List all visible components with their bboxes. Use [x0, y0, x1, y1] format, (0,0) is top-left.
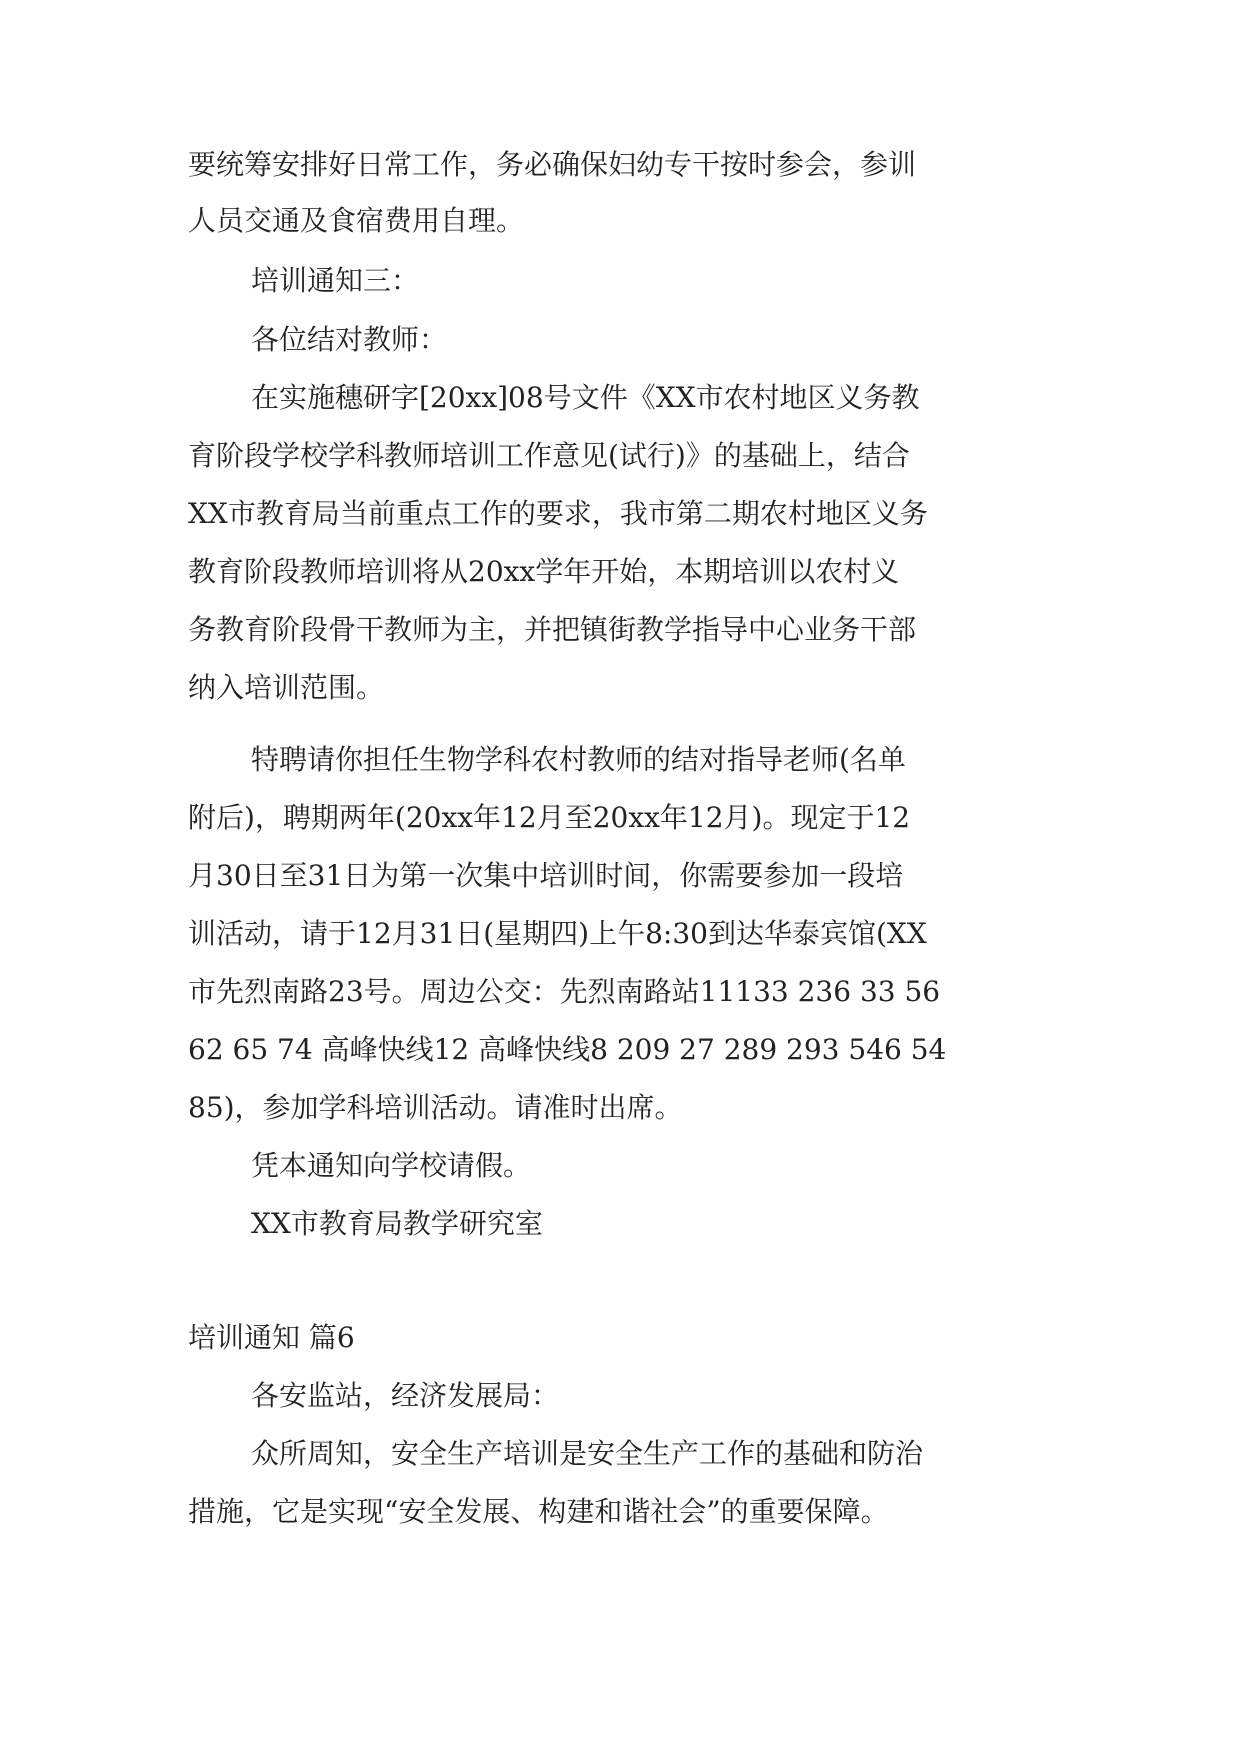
salutation: 各安监站，经济发展局： [251, 1379, 560, 1412]
signature-line: XX市教育局教学研究室 [251, 1207, 543, 1240]
text-line: 月30日至31日为第一次集中培训时间，你需要参加一段培 [188, 859, 904, 892]
section-heading: 培训通知三： [251, 264, 420, 297]
text-line: 凭本通知向学校请假。 [251, 1149, 532, 1182]
text-line: 务教育阶段骨干教师为主，并把镇街教学指导中心业务干部 [188, 613, 917, 646]
salutation: 各位结对教师： [251, 323, 448, 356]
text-line: 市先烈南路23号。周边公交：先烈南路站11133 236 33 56 [188, 975, 941, 1008]
text-line: 85)，参加学科培训活动。请准时出席。 [188, 1091, 683, 1124]
text-line: 附后)，聘期两年(20xx年12月至20xx年12月)。现定于12 [188, 801, 911, 834]
text-line: 育阶段学校学科教师培训工作意见(试行)》的基础上，结合 [188, 439, 910, 472]
section-title: 培训通知 篇6 [188, 1321, 355, 1354]
text-line: 要统筹安排好日常工作，务必确保妇幼专干按时参会，参训 [188, 148, 917, 181]
text-line: XX市教育局当前重点工作的要求，我市第二期农村地区义务 [188, 497, 928, 530]
text-line: 训活动，请于12月31日(星期四)上午8:30到达华泰宾馆(XX [188, 917, 927, 950]
text-line: 措施，它是实现“安全发展、构建和谐社会”的重要保障。 [188, 1495, 889, 1528]
text-line: 教育阶段教师培训将从20xx学年开始，本期培训以农村义 [188, 555, 900, 588]
text-line: 纳入培训范围。 [188, 671, 385, 704]
text-line: 众所周知，安全生产培训是安全生产工作的基础和防治 [251, 1437, 924, 1470]
text-line: 人员交通及食宿费用自理。 [188, 204, 525, 237]
text-line: 在实施穗研字[20xx]08号文件《XX市农村地区义务教 [251, 381, 920, 414]
text-line: 62 65 74 高峰快线12 高峰快线8 209 27 289 293 546 54 [188, 1033, 947, 1066]
text-line: 特聘请你担任生物学科农村教师的结对指导老师(名单 [251, 743, 906, 776]
